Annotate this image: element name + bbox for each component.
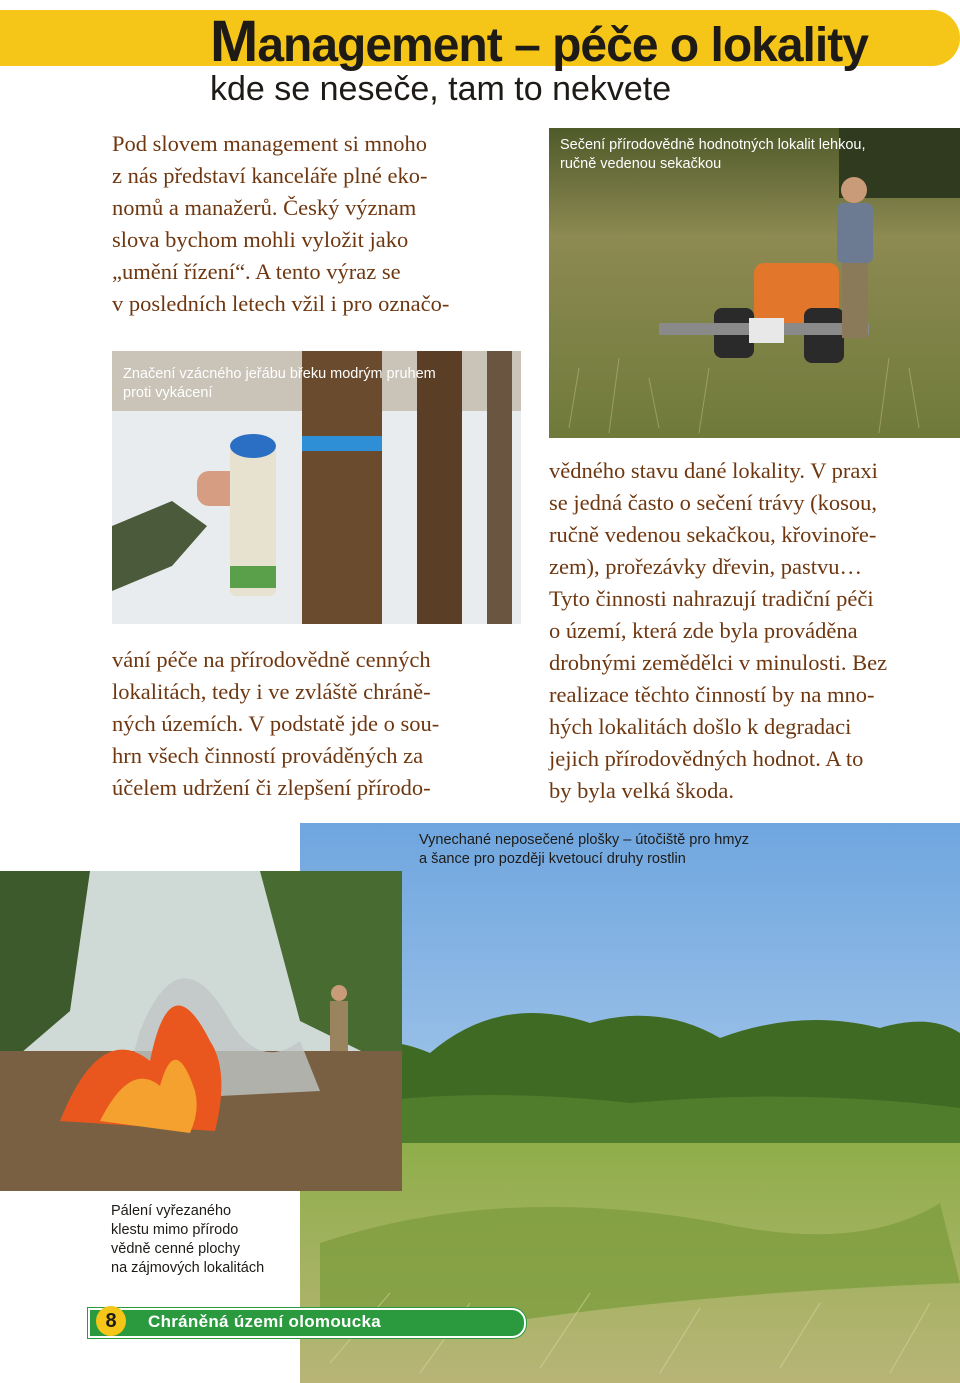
text-line: hých lokalitách došlo k degradaci [549,714,852,739]
meadow-caption [419,831,749,869]
title-rest: anagement – péče o lokality [257,19,868,72]
text-line: lokalitách, tedy i ve zvláště chráně- [112,679,431,704]
burning-photo [0,871,402,1191]
text-line: zem), prořezávky dřevin, pastvu… [549,554,863,579]
text-line: v posledních letech vžil i pro označo- [112,291,450,316]
mowing-photo [549,128,960,438]
caption-line: ručně vedenou sekačkou [560,156,722,172]
right-paragraph [549,455,887,807]
text-line: drobnými zemědělci v minulosti. Bez [549,650,888,675]
caption-line: Vynechané neposečené plošky – útočiště pro hmyz [419,832,749,848]
text-line: „umění řízení“. A tento výraz se [112,259,401,284]
publication-name: Chráněná území olomoucka [148,1312,381,1331]
marking-caption [123,365,436,403]
text-line: realizace těchto činností by na mno- [549,682,875,707]
text-line: Pod slovem management si mnoho [112,131,427,156]
text-line: by byla velká škoda. [549,778,734,803]
text-line: se jedná často o sečení trávy (kosou, [549,490,878,515]
caption-line: Sečení přírodovědně hodnotných lokalit lehkou, [560,137,866,153]
page-title [210,9,868,76]
mowing-photo-image [549,128,960,438]
burning-caption [111,1202,264,1278]
mowing-caption [560,136,866,174]
text-line: ných územích. V podstatě jde o sou- [112,711,440,736]
caption-line: na zájmových lokalitách [111,1260,265,1276]
caption-line: Značení vzácného jeřábu břeku modrým pruhem [123,366,436,382]
text-line: vání péče na přírodovědně cenných [112,647,431,672]
caption-line: Pálení vyřezaného [111,1203,232,1219]
caption-line: proti vykácení [123,385,213,401]
text-line: hrn všech činností prováděných za [112,743,424,768]
caption-line: a šance pro později kvetoucí druhy rostlin [419,851,686,867]
text-line: ručně vedenou sekačkou, křovinoře- [549,522,877,547]
text-line: slova bychom mohli vyložit jako [112,227,409,252]
text-line: o území, která zde byla prováděna [549,618,858,643]
tree-marking-photo [112,351,521,624]
page-subtitle: kde se neseče, tam to nekvete [210,70,672,108]
text-line: účelem udržení či zlepšení přírodo- [112,775,431,800]
intro-paragraph [112,128,449,320]
middle-paragraph [112,644,439,804]
burning-caption-box [98,1192,300,1292]
title-initial: M [210,9,258,74]
text-line: z nás představí kanceláře plné eko- [112,163,428,188]
caption-line: vědně cenné plochy [111,1241,240,1257]
text-line: Tyto činnosti nahrazují tradiční péči [549,586,874,611]
burning-photo-image [0,871,402,1191]
page-number: 8 [96,1306,126,1336]
text-line: vědného stavu dané lokality. V praxi [549,458,878,483]
text-line: jejich přírodovědných hodnot. A to [549,746,864,771]
caption-line: klestu mimo přírodo [111,1222,239,1238]
text-line: nomů a manažerů. Český význam [112,195,417,220]
